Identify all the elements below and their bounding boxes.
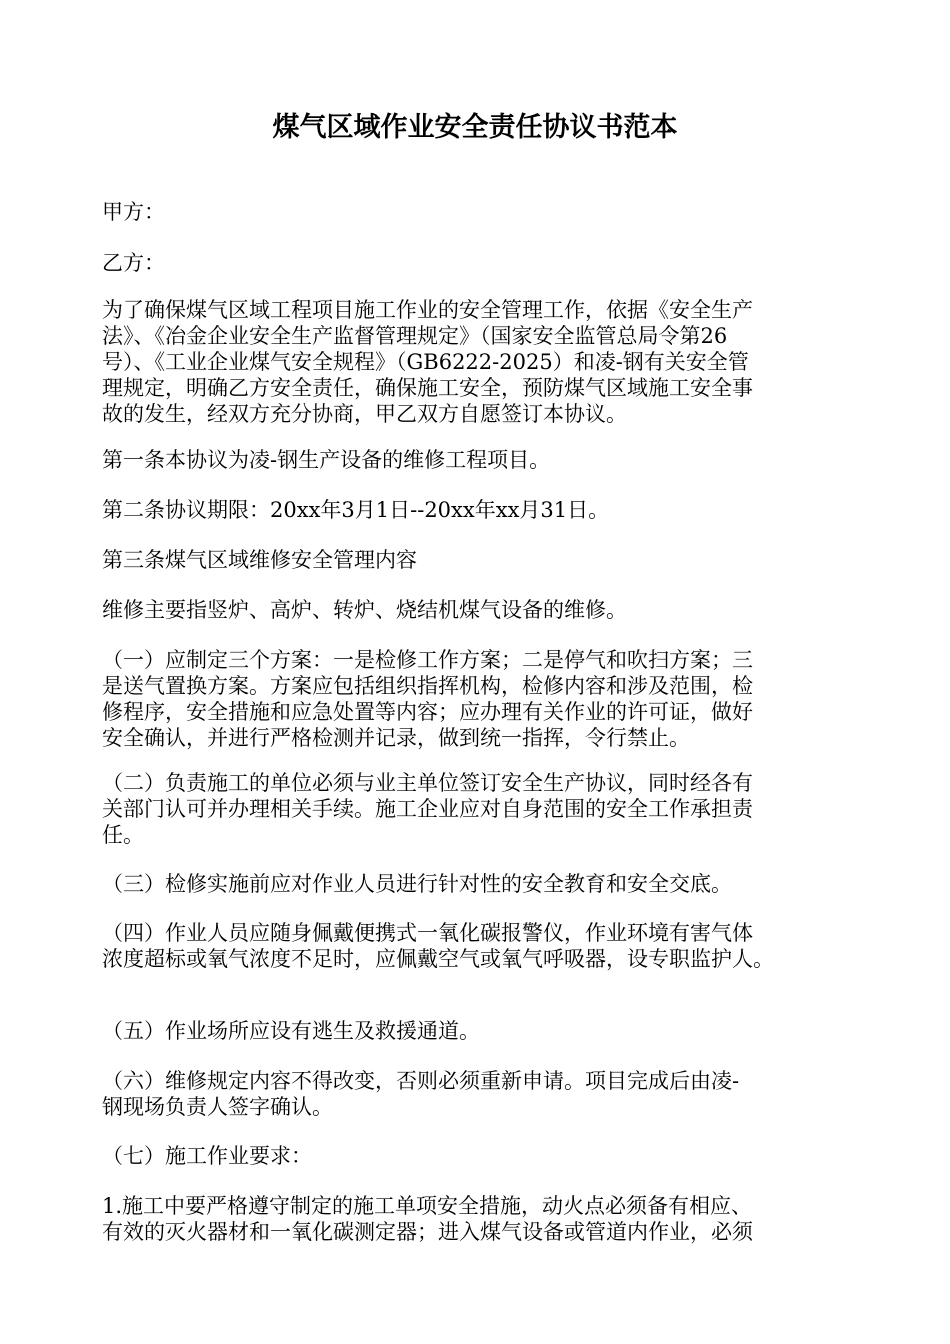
item-2-paragraph [102,770,850,848]
item-6-paragraph [102,1068,850,1120]
item-1-line: 是送气置换方案。方案应包括组织指挥机构，检修内容和涉及范围，检 [102,674,753,698]
item-7-paragraph [102,1143,850,1169]
scope-paragraph [102,597,850,623]
party-b-label [102,250,850,276]
intro-line: 为了确保煤气区域工程项目施工作业的安全管理工作，依据《安全生产 [102,298,753,322]
intro-line: 号）、《工业企业煤气安全规程》（GB6222-2025）和凌-钢有关安全管 [102,350,749,374]
item-1-paragraph [102,647,850,751]
item-6-line: 钢现场负责人签字确认。 [102,1095,333,1119]
item-2-line: 关部门认可并办理相关手续。施工企业应对自身范围的安全工作承担责 [102,797,753,821]
document-title: 煤气区域作业安全责任协议书范本 [272,112,678,143]
item-5-paragraph [102,1018,850,1044]
article-1-paragraph [102,447,850,473]
requirement-1-line: 有效的灭火器材和一氧化碳测定器；进入煤气设备或管道内作业，必须 [102,1220,753,1244]
intro-line: 故的发生，经双方充分协商，甲乙双方自愿签订本协议。 [102,402,627,426]
article-1-line: 第一条本协议为凌-钢生产设备的维修工程项目。 [102,448,551,472]
party-a-label [102,199,850,225]
item-6-line: （六）维修规定内容不得改变，否则必须重新申请。项目完成后由凌- [102,1069,740,1093]
requirement-1-line: 1.施工中要严格遵守制定的施工单项安全措施，动火点必须备有相应、 [102,1194,753,1218]
item-3-line: （三）检修实施前应对作业人员进行针对性的安全教育和安全交底。 [102,872,732,896]
item-7-line: （七）施工作业要求： [102,1144,312,1168]
item-1-line: 安全确认，并进行严格检测并记录，做到统一指挥，令行禁止。 [102,726,690,750]
party-b-line: 乙方： [102,251,165,275]
item-4-line: 浓度超标或氧气浓度不足时，应佩戴空气或氧气呼吸器，设专职监护人。 [102,947,774,971]
intro-paragraph [102,297,850,427]
item-1-line: 修程序，安全措施和应急处置等内容；应办理有关作业的许可证，做好 [102,700,753,724]
item-1-line: （一）应制定三个方案：一是检修工作方案；二是停气和吹扫方案；三 [102,648,753,672]
article-3-line: 第三条煤气区域维修安全管理内容 [102,548,417,572]
item-2-line: 任。 [102,823,144,847]
intro-line: 理规定，明确乙方安全责任，确保施工安全，预防煤气区域施工安全事 [102,376,753,400]
article-3-paragraph [102,547,850,573]
item-2-line: （二）负责施工的单位必须与业主单位签订安全生产协议，同时经各有 [102,771,753,795]
party-a-line: 甲方： [102,200,165,224]
item-4-line: （四）作业人员应随身佩戴便携式一氧化碳报警仪，作业环境有害气体 [102,921,753,945]
item-4-paragraph [102,920,850,972]
scope-line: 维修主要指竖炉、高炉、转炉、烧结机煤气设备的维修。 [102,598,627,622]
article-2-paragraph [102,497,850,523]
item-3-paragraph [102,871,850,897]
intro-line: 法》、《冶金企业安全生产监督管理规定》（国家安全监管总局令第26 [102,324,728,348]
requirement-1-paragraph [102,1193,850,1245]
article-2-line: 第二条协议期限：20xx年3月1日--20xx年xx月31日。 [102,498,610,522]
item-5-line: （五）作业场所应设有逃生及救援通道。 [102,1019,480,1043]
